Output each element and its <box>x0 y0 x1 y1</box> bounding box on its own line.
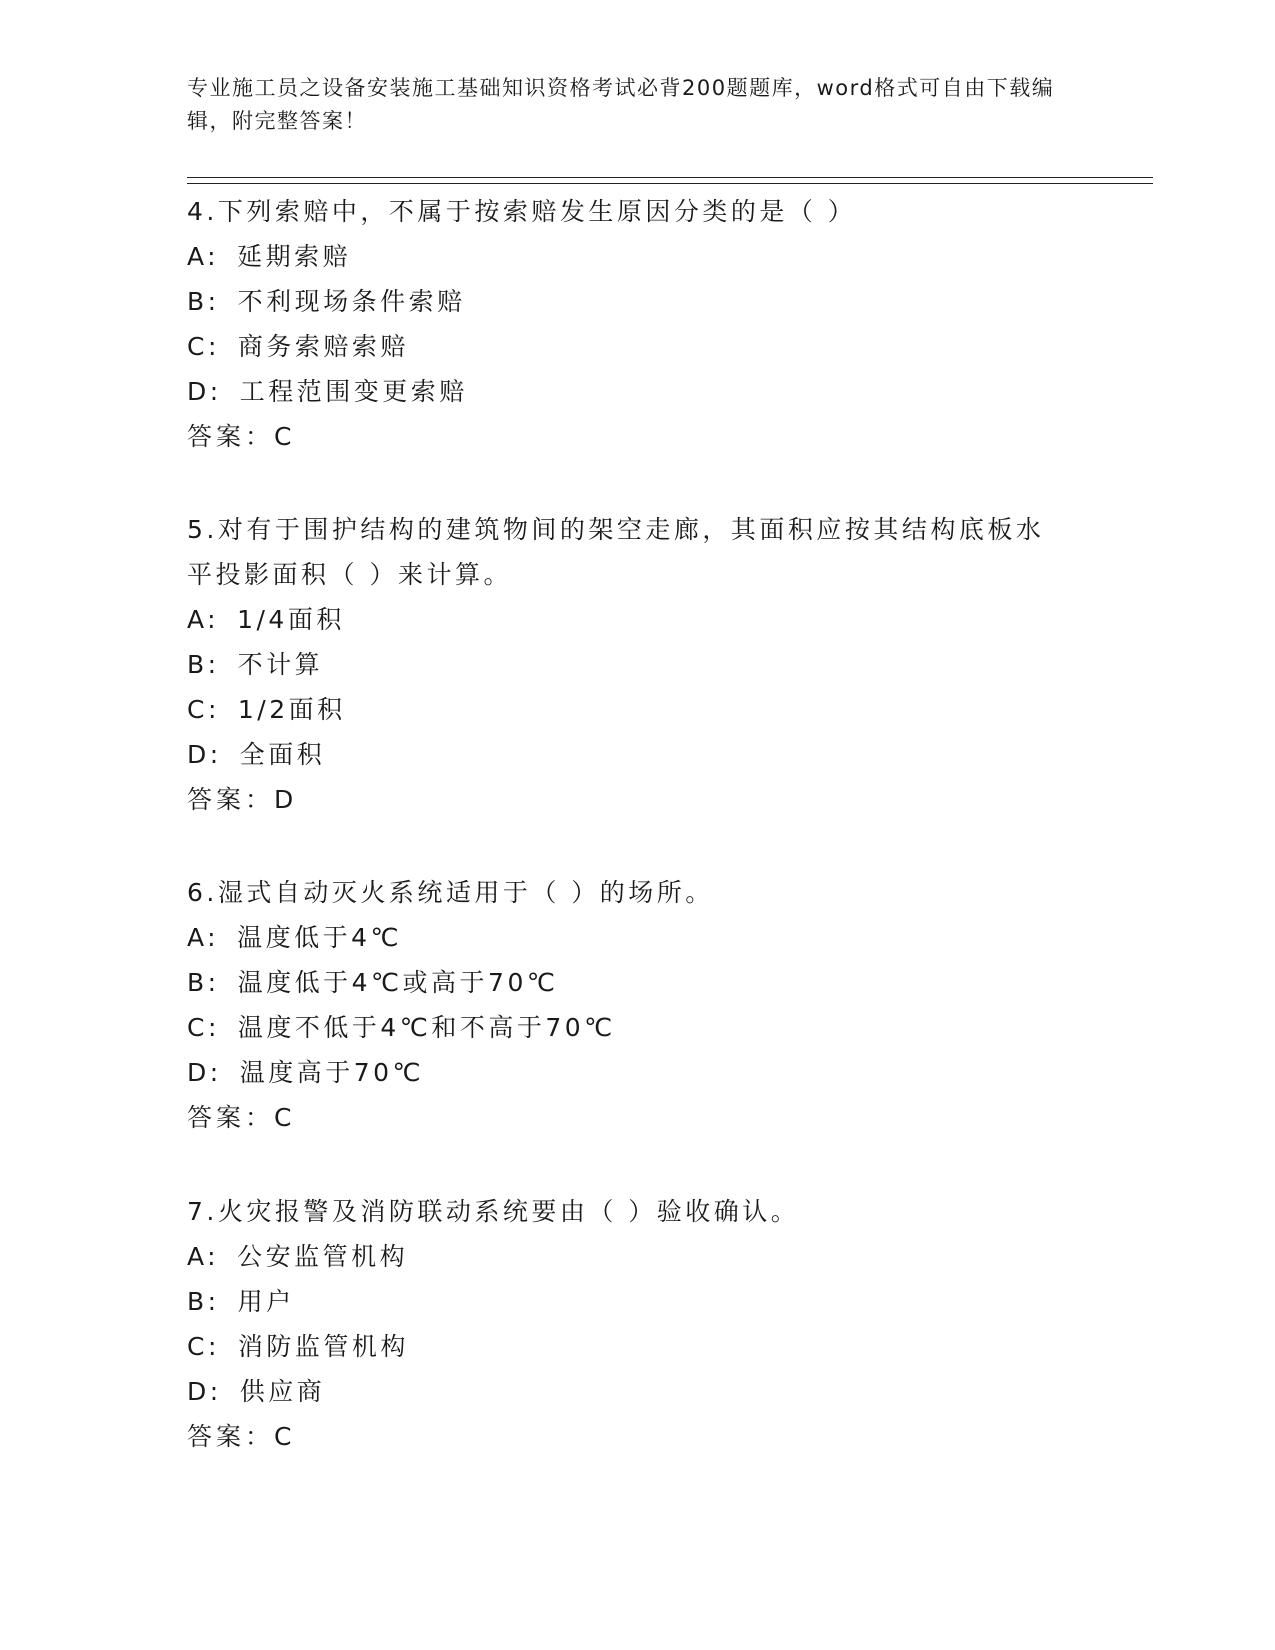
answer-value: C <box>274 1422 294 1451</box>
option-key: C: <box>187 332 220 361</box>
header-rule-bottom <box>187 183 1153 184</box>
option-key: C: <box>187 1013 220 1042</box>
option-text: 温度高于70℃ <box>239 1058 425 1087</box>
option-a <box>187 1234 1067 1279</box>
option-key: D: <box>187 377 222 406</box>
question-stem: 4.下列索赔中，不属于按索赔发生原因分类的是（ ） <box>187 197 857 226</box>
question-6 <box>187 870 1067 1140</box>
option-text: 1/4面积 <box>237 605 345 634</box>
option-a <box>187 915 1067 960</box>
option-text: 工程范围变更索赔 <box>239 377 468 406</box>
option-key: B: <box>187 650 220 679</box>
option-text: 温度不低于4℃和不高于70℃ <box>237 1013 616 1042</box>
question-7 <box>187 1189 1067 1459</box>
question-4 <box>187 189 1067 459</box>
option-a <box>187 597 1067 642</box>
option-text: 供应商 <box>239 1377 326 1406</box>
option-text: 温度低于4℃或高于70℃ <box>237 968 559 997</box>
option-key: B: <box>187 287 220 316</box>
question-stem: 6.湿式自动灭火系统适用于（ ）的场所。 <box>187 878 714 907</box>
option-key: D: <box>187 1058 222 1087</box>
answer-line <box>187 414 1067 459</box>
answer-value: C <box>274 422 294 451</box>
answer-value: D <box>274 785 296 814</box>
option-b <box>187 642 1067 687</box>
option-c <box>187 1005 1067 1050</box>
option-text: 1/2面积 <box>237 695 346 724</box>
option-key: A: <box>187 923 220 952</box>
question-stem: 7.火灾报警及消防联动系统要由（ ）验收确认。 <box>187 1197 800 1226</box>
option-d <box>187 1369 1067 1414</box>
option-key: C: <box>187 695 220 724</box>
option-c <box>187 324 1067 369</box>
answer-line <box>187 1095 1067 1140</box>
option-b <box>187 1279 1067 1324</box>
option-c <box>187 1324 1067 1369</box>
answer-line <box>187 777 1067 822</box>
option-text: 全面积 <box>239 740 326 769</box>
option-d <box>187 1050 1067 1095</box>
option-text: 用户 <box>237 1287 295 1316</box>
question-5 <box>187 507 1067 822</box>
option-c <box>187 687 1067 732</box>
option-text: 延期索赔 <box>237 242 352 271</box>
option-b <box>187 960 1067 1005</box>
option-text: 商务索赔索赔 <box>237 332 409 361</box>
option-key: B: <box>187 968 220 997</box>
option-key: D: <box>187 740 222 769</box>
option-text: 不计算 <box>237 650 324 679</box>
answer-value: C <box>274 1103 294 1132</box>
option-key: A: <box>187 605 220 634</box>
option-d <box>187 369 1067 414</box>
option-b <box>187 279 1067 324</box>
option-key: A: <box>187 242 220 271</box>
answer-label: 答案： <box>187 785 275 814</box>
question-stem: 5.对有于围护结构的建筑物间的架空走廊，其面积应按其结构底板水平投影面积（ ）来计算。 <box>187 515 1045 589</box>
option-text: 公安监管机构 <box>237 1242 409 1271</box>
option-a <box>187 234 1067 279</box>
option-text: 不利现场条件索赔 <box>237 287 466 316</box>
option-key: A: <box>187 1242 220 1271</box>
answer-label: 答案： <box>187 1422 275 1451</box>
option-text: 温度低于4℃ <box>237 923 403 952</box>
option-key: B: <box>187 1287 220 1316</box>
document-header: 专业施工员之设备安装施工基础知识资格考试必背200题题库，word格式可自由下载编辑，附完整答案！ <box>187 76 1055 133</box>
header-rule-top <box>187 177 1153 178</box>
option-key: C: <box>187 1332 220 1361</box>
option-d <box>187 732 1067 777</box>
answer-line <box>187 1414 1067 1459</box>
option-text: 消防监管机构 <box>237 1332 409 1361</box>
option-key: D: <box>187 1377 222 1406</box>
answer-label: 答案： <box>187 1103 275 1132</box>
answer-label: 答案： <box>187 422 275 451</box>
